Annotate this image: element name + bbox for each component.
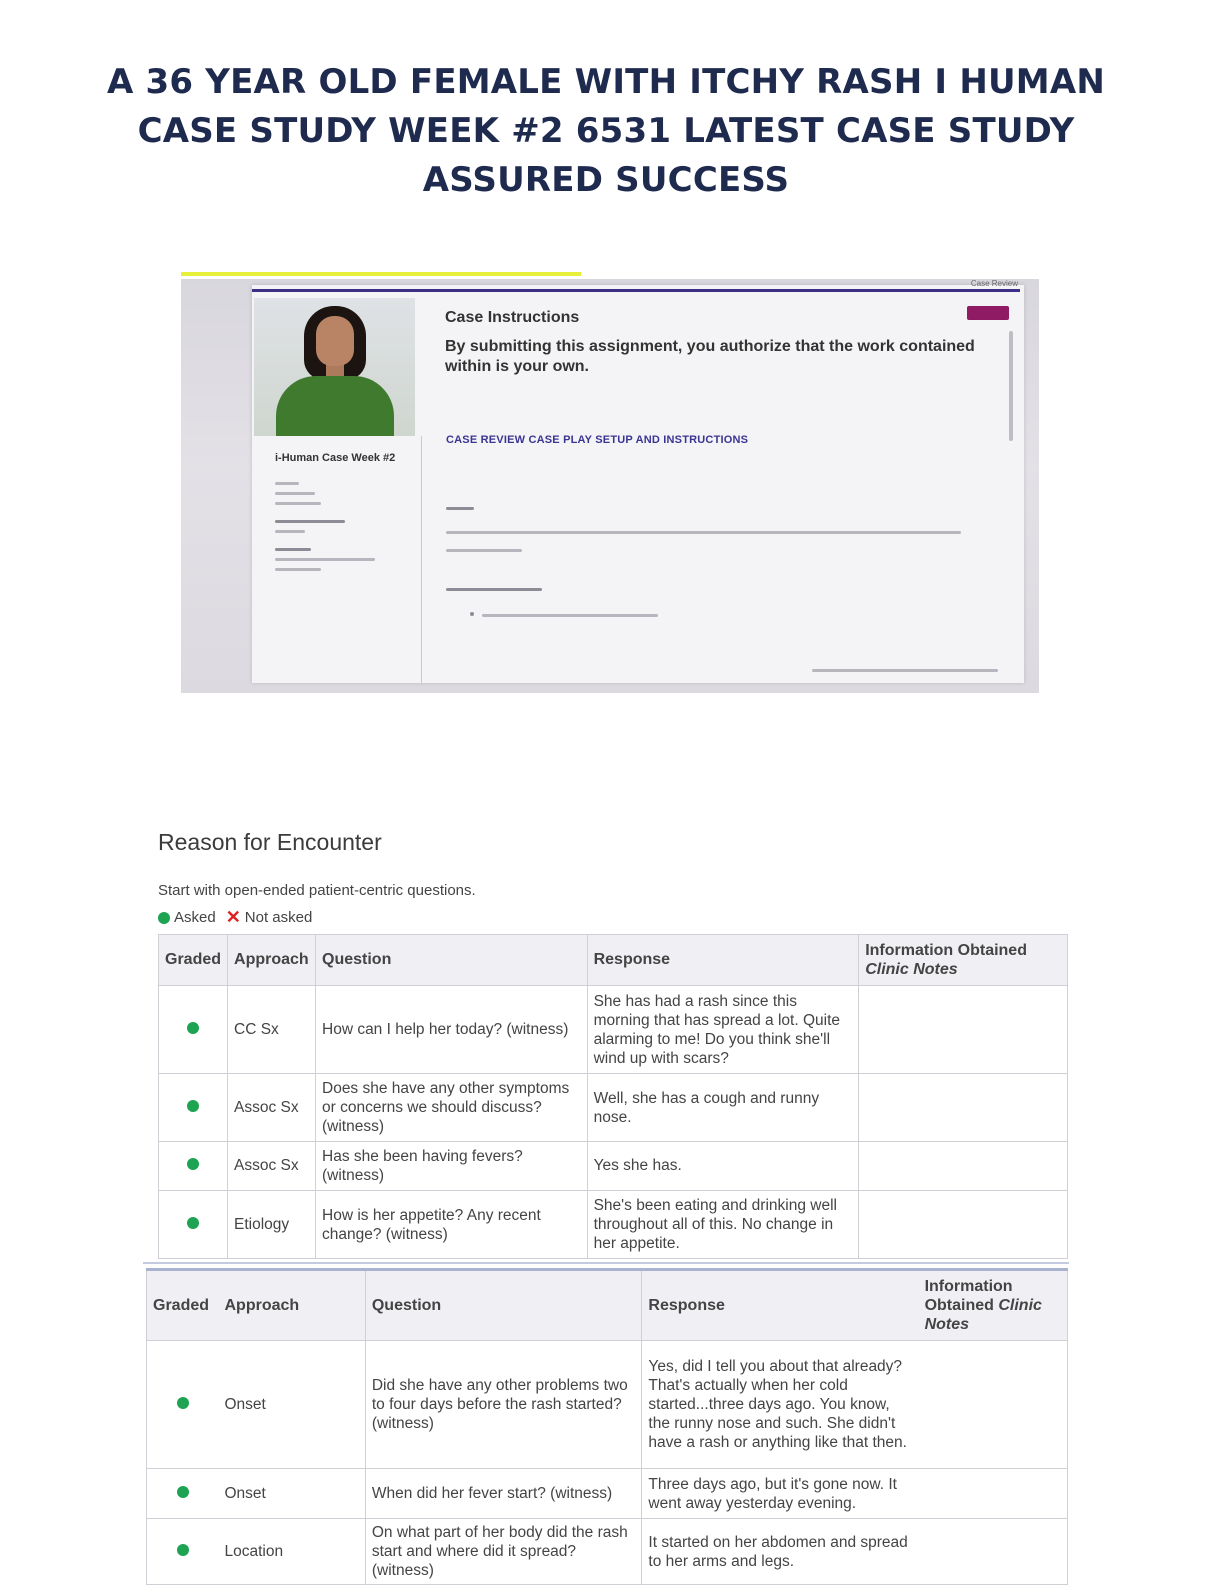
graded-cell [159, 1142, 228, 1191]
asked-dot-icon [187, 1022, 199, 1034]
header-question: Question [316, 935, 588, 986]
encounter-table-1 [158, 934, 1068, 1259]
document-title [100, 58, 1112, 205]
question-cell: How is her appetite? Any recent change? (witness) [316, 1191, 588, 1259]
resume-button[interactable] [967, 306, 1009, 320]
graded-cell [147, 1341, 219, 1469]
header-info: Information Obtained Clinic Notes [919, 1270, 1068, 1341]
header-question: Question [365, 1270, 642, 1341]
asked-dot-icon [177, 1486, 189, 1498]
asked-dot-icon [187, 1217, 199, 1229]
header-info: Information Obtained Clinic Notes [859, 935, 1068, 986]
approach-cell: Onset [218, 1341, 365, 1469]
question-cell: When did her fever start? (witness) [365, 1469, 642, 1519]
info-cell [859, 1142, 1068, 1191]
table-row [159, 986, 1068, 1074]
graded-cell [147, 1519, 219, 1585]
response-cell: Yes, did I tell you about that already? That's actually when her cold started...three days ago. You know, the runny nose and such. She didn't have a rash or anything like that then. [642, 1341, 919, 1469]
highlight-mark [181, 272, 581, 276]
screen-top-bar [252, 289, 1020, 292]
header-approach: Approach [218, 1270, 365, 1341]
scrollbar[interactable] [1009, 331, 1013, 441]
case-screenshot-photo [181, 279, 1039, 693]
section-subtitle: Start with open-ended patient-centric questions. [158, 882, 476, 899]
approach-cell: Onset [218, 1469, 365, 1519]
question-cell: Does she have any other symptoms or concerns we should discuss? (witness) [316, 1074, 588, 1142]
info-cell [919, 1519, 1068, 1585]
approach-cell: Assoc Sx [228, 1142, 316, 1191]
asked-dot-icon [187, 1100, 199, 1112]
info-cell [859, 1074, 1068, 1142]
approach-cell: CC Sx [228, 986, 316, 1074]
table-row [159, 1191, 1068, 1259]
response-cell: Yes she has. [587, 1142, 859, 1191]
legend-asked: Asked [174, 909, 216, 926]
legend-not-asked: Not asked [244, 909, 313, 926]
patient-avatar [254, 298, 415, 436]
response-cell: It started on her abdomen and spread to her arms and legs. [642, 1519, 919, 1585]
asked-dot-icon [187, 1158, 199, 1170]
approach-cell: Assoc Sx [228, 1074, 316, 1142]
table-header-row [159, 935, 1068, 986]
graded-cell [159, 1074, 228, 1142]
encounter-table-2 [146, 1268, 1068, 1585]
question-cell: Has she been having fevers? (witness) [316, 1142, 588, 1191]
table-row [147, 1469, 1068, 1519]
table-separator [143, 1262, 1069, 1264]
graded-cell [159, 986, 228, 1074]
graded-cell [159, 1191, 228, 1259]
patient-info-panel [254, 436, 422, 683]
table-row [147, 1519, 1068, 1585]
table-row [159, 1074, 1068, 1142]
question-cell: How can I help her today? (witness) [316, 986, 588, 1074]
title-line-2: CASE STUDY WEEK #2 6531 LATEST CASE STUDY [137, 111, 1075, 151]
not-asked-x-icon: ✕ [225, 907, 241, 927]
asked-dot-icon [177, 1397, 189, 1409]
table-row [147, 1341, 1068, 1469]
asked-dot-icon [177, 1544, 189, 1556]
approach-cell: Location [218, 1519, 365, 1585]
case-screen [252, 279, 1024, 683]
setup-instructions-heading: CASE REVIEW CASE PLAY SETUP AND INSTRUCTIONS [446, 434, 749, 446]
case-review-label: Case Review [970, 279, 1018, 288]
header-graded: Graded [159, 935, 228, 986]
asked-dot-icon [158, 912, 170, 924]
response-cell: Three days ago, but it's gone now. It went away yesterday evening. [642, 1469, 919, 1519]
header-graded: Graded [147, 1270, 219, 1341]
case-instructions-heading: Case Instructions [445, 309, 580, 326]
response-cell: She has had a rash since this morning that has spread a lot. Quite alarming to me! Do you think she'll wind up with scars? [587, 986, 859, 1074]
table-header-row [147, 1270, 1068, 1341]
section-title: Reason for Encounter [158, 829, 382, 855]
info-cell [919, 1469, 1068, 1519]
title-line-3: ASSURED SUCCESS [422, 160, 790, 200]
approach-cell: Etiology [228, 1191, 316, 1259]
legend [158, 909, 312, 926]
info-cell [919, 1341, 1068, 1469]
case-name: i-Human Case Week #2 [275, 452, 396, 464]
graded-cell [147, 1469, 219, 1519]
response-cell: Well, she has a cough and runny nose. [587, 1074, 859, 1142]
response-cell: She's been eating and drinking well throughout all of this. No change in her appetite. [587, 1191, 859, 1259]
header-response: Response [642, 1270, 919, 1341]
info-cell [859, 986, 1068, 1074]
question-cell: Did she have any other problems two to four days before the rash started? (witness) [365, 1341, 642, 1469]
question-cell: On what part of her body did the rash start and where did it spread? (witness) [365, 1519, 642, 1585]
header-response: Response [587, 935, 859, 986]
title-line-1: A 36 YEAR OLD FEMALE WITH ITCHY RASH I HUMAN [106, 62, 1105, 102]
table-row [159, 1142, 1068, 1191]
info-cell [859, 1191, 1068, 1259]
authorization-statement: By submitting this assignment, you authorize that the work contained within is your own. [445, 338, 975, 375]
header-approach: Approach [228, 935, 316, 986]
